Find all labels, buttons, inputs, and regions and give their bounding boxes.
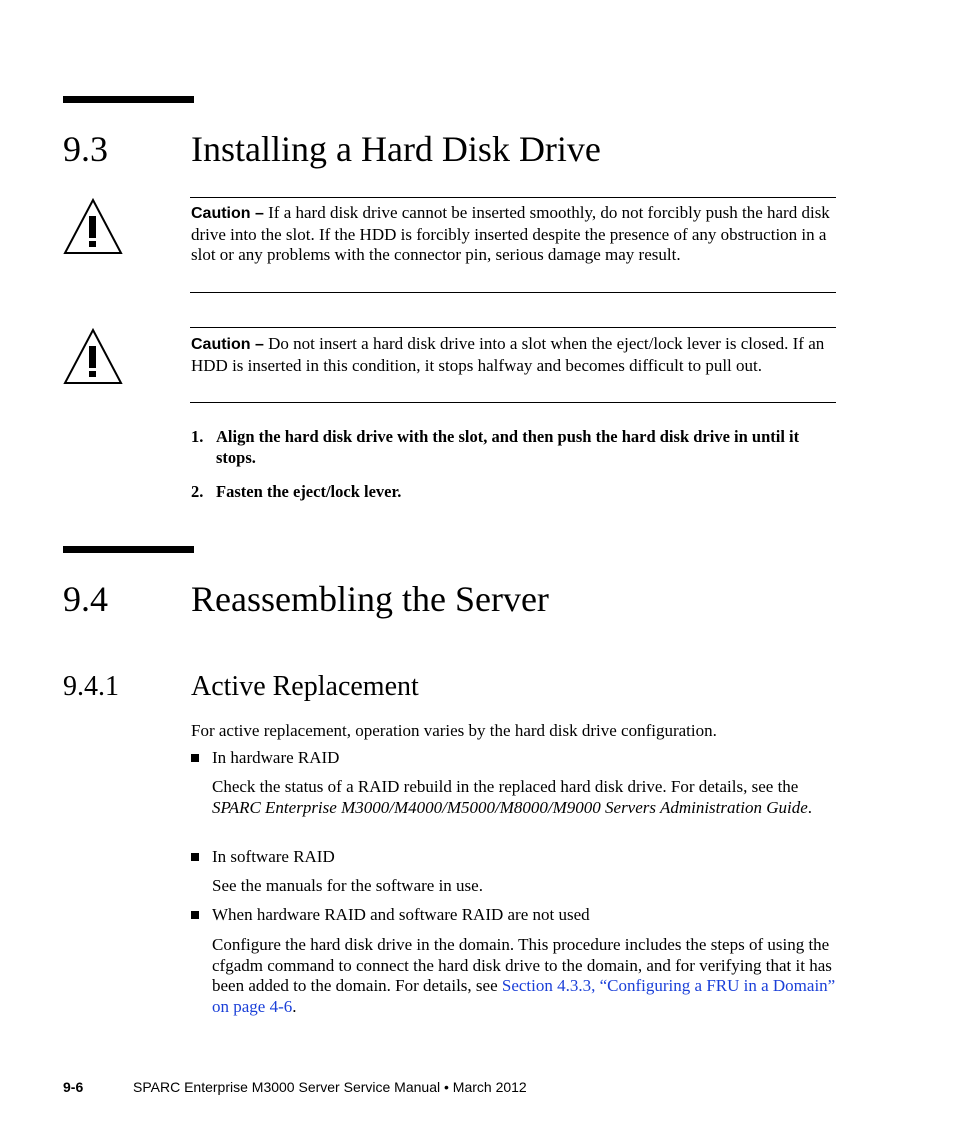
bullet-marker bbox=[191, 910, 201, 920]
section-rule bbox=[63, 546, 194, 553]
bullet-body bbox=[212, 935, 836, 1017]
bullet-body bbox=[212, 777, 836, 818]
bullet-text-end: . bbox=[807, 797, 812, 817]
bullet-label: When hardware RAID and software RAID are not used bbox=[212, 905, 590, 924]
bullet-text: Check the status of a RAID rebuild in the replaced hard disk drive. For details, see the bbox=[212, 777, 799, 796]
section-rule bbox=[63, 96, 194, 103]
footer-separator: • bbox=[443, 1079, 449, 1095]
step-number: 1. bbox=[191, 427, 204, 446]
caution-note bbox=[191, 203, 835, 266]
caution-label: Caution – bbox=[191, 205, 264, 222]
page-number: 9-6 bbox=[63, 1079, 84, 1095]
warning-icon bbox=[62, 327, 124, 385]
bullet-marker bbox=[191, 852, 201, 862]
cross-reference-link[interactable]: Section 4.3.3, “Configuring a FRU in a Domain” on page 4-6 bbox=[212, 976, 836, 1016]
caution-bottom-rule bbox=[190, 292, 836, 293]
guide-title: SPARC Enterprise M3000/M4000/M5000/M8000/M9000 Servers Administration Guide bbox=[212, 797, 808, 817]
publication-date: March 2012 bbox=[452, 1079, 527, 1095]
section-number: 9.3 bbox=[63, 129, 108, 169]
caution-top-rule bbox=[190, 197, 836, 198]
bullet-text-end: . bbox=[292, 996, 297, 1016]
section-title: Reassembling the Server bbox=[191, 579, 549, 619]
bullet-label: In hardware RAID bbox=[212, 748, 340, 767]
caution-body: Do not insert a hard disk drive into a slot when the eject/lock lever is closed. If an HDD is inserted in this condition, it stops halfway and becomes difficult to pull out. bbox=[191, 334, 825, 375]
procedure-step bbox=[191, 482, 836, 504]
bullet-text: Configure the hard disk drive in the domain. This procedure includes the steps of using the cfgadm command to connect the hard disk drive to the domain, and for verifying that it has been added to the domain. For details, see bbox=[212, 935, 832, 995]
caution-label: Caution – bbox=[191, 336, 264, 353]
subsection-title: Active Replacement bbox=[191, 671, 419, 702]
intro-paragraph: For active replacement, operation varies by the hard disk drive configuration. bbox=[191, 721, 717, 740]
manual-title: SPARC Enterprise M3000 Server Service Manual bbox=[133, 1079, 441, 1095]
step-number: 2. bbox=[191, 482, 204, 501]
footer-text bbox=[133, 1079, 527, 1095]
subsection-number: 9.4.1 bbox=[63, 671, 119, 702]
bullet-label: In software RAID bbox=[212, 847, 335, 866]
caution-bottom-rule bbox=[190, 402, 836, 403]
section-number: 9.4 bbox=[63, 579, 108, 619]
caution-top-rule bbox=[190, 327, 836, 328]
caution-body: If a hard disk drive cannot be inserted smoothly, do not forcibly push the hard disk drive into the slot. If the HDD is forcibly inserted despite the presence of any obstruction in a slot or any problems with the connector pin, serious damage may result. bbox=[191, 203, 830, 264]
procedure-step bbox=[191, 427, 836, 469]
bullet-marker bbox=[191, 753, 201, 763]
step-text: Fasten the eject/lock lever. bbox=[216, 482, 402, 501]
warning-icon bbox=[62, 197, 124, 255]
caution-note bbox=[191, 334, 835, 376]
step-text: Align the hard disk drive with the slot, and then push the hard disk drive in until it stops. bbox=[216, 427, 800, 467]
section-title: Installing a Hard Disk Drive bbox=[191, 129, 601, 169]
bullet-body: See the manuals for the software in use. bbox=[212, 876, 483, 895]
